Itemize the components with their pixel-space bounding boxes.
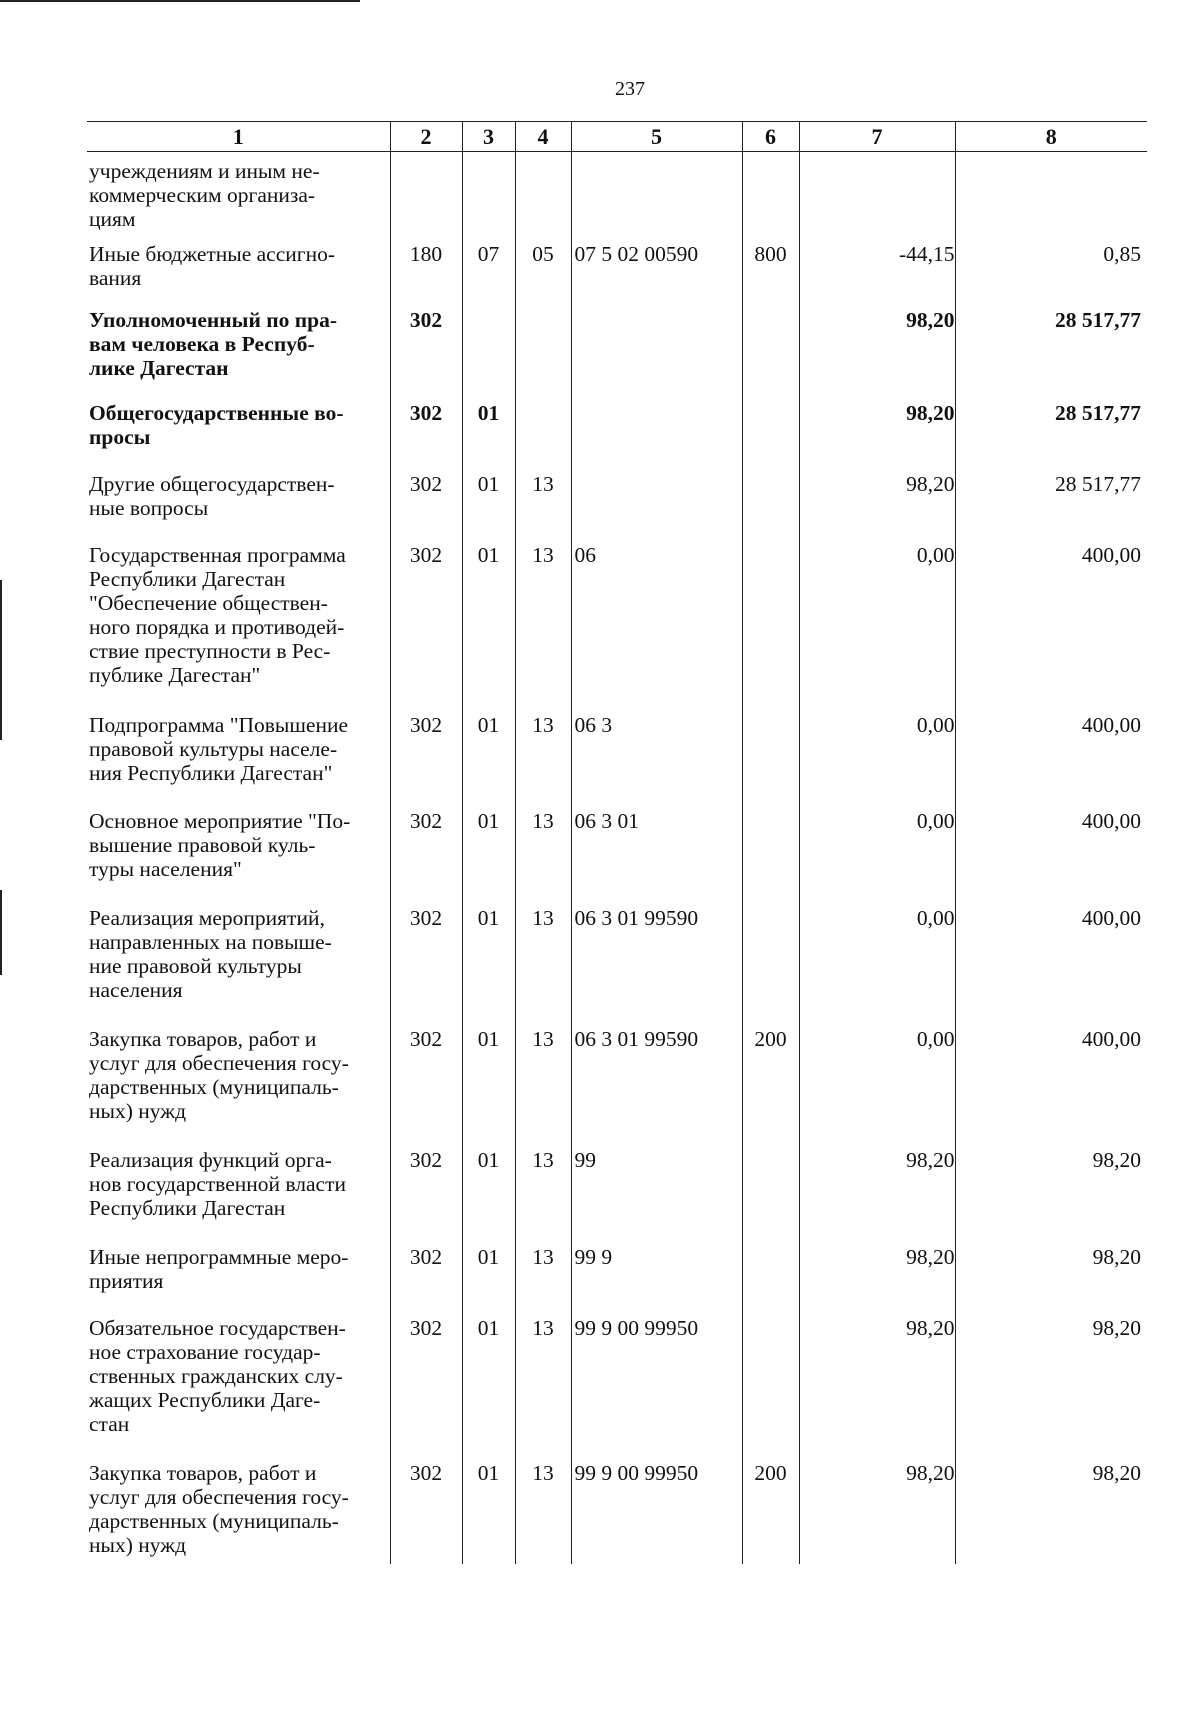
- cell-col-8: 400,00: [955, 1020, 1147, 1141]
- column-header-7: 7: [799, 122, 955, 152]
- cell-col-6: [742, 706, 799, 802]
- cell-col-3: 01: [462, 536, 515, 706]
- cell-col-8: 98,20: [955, 1238, 1147, 1309]
- cell-col-4: 13: [515, 1309, 571, 1454]
- cell-col-5: [571, 465, 742, 536]
- row-description: Закупка товаров, работ и услуг для обеспечения госу- дарственных (муниципаль- ных) нужд: [89, 1460, 349, 1557]
- cell-col-5: 06 3 01: [571, 802, 742, 899]
- cell-col-3: 01: [462, 899, 515, 1020]
- cell-col-7: 0,00: [799, 899, 955, 1020]
- cell-col-7: 98,20: [799, 465, 955, 536]
- column-header-2: 2: [390, 122, 462, 152]
- row-description: Государственная программа Республики Дагестан "Обеспечение обществен- ного порядка и противодей- ствие преступности в Рес- публике Дагестан": [89, 542, 346, 687]
- cell-col-6: [742, 899, 799, 1020]
- cell-col-2: 302: [390, 802, 462, 899]
- cell-col-8: 98,20: [955, 1141, 1147, 1238]
- cell-col-5: 06 3 01 99590: [571, 899, 742, 1020]
- row-description: Общегосударственные во- просы: [89, 400, 344, 449]
- cell-col-7: -44,15: [799, 235, 955, 301]
- cell-col-7: [799, 152, 955, 235]
- cell-col-6: [742, 1141, 799, 1238]
- cell-col-2: 302: [390, 706, 462, 802]
- table-row: [87, 152, 1147, 235]
- cell-col-5: 99 9 00 99950: [571, 1309, 742, 1454]
- cell-col-6: [742, 1238, 799, 1309]
- scan-edge-mark-left-2: [0, 890, 2, 975]
- cell-col-7: 0,00: [799, 1020, 955, 1141]
- cell-col-3: 01: [462, 802, 515, 899]
- cell-col-2: [390, 152, 462, 235]
- table-row: [87, 235, 1147, 301]
- cell-col-6: [742, 152, 799, 235]
- cell-col-5: 06: [571, 536, 742, 706]
- cell-col-4: [515, 394, 571, 465]
- column-header-1: 1: [87, 122, 390, 152]
- row-description: учреждениям и иным не- коммерческим организа- циям: [89, 159, 320, 231]
- column-header-4: 4: [515, 122, 571, 152]
- row-description: Закупка товаров, работ и услуг для обеспечения госу- дарственных (муниципаль- ных) нужд: [89, 1026, 349, 1123]
- cell-col-8: 400,00: [955, 536, 1147, 706]
- cell-col-4: 13: [515, 1141, 571, 1238]
- column-header-6: 6: [742, 122, 799, 152]
- cell-col-6: [742, 802, 799, 899]
- table-header-row: [87, 122, 1147, 152]
- table-row: [87, 301, 1147, 394]
- table-row: [87, 394, 1147, 465]
- cell-col-4: 13: [515, 1454, 571, 1564]
- row-description: Обязательное государствен- ное страхование государ- ственных гражданских слу- жащих Республики Даге- стан: [89, 1315, 346, 1436]
- cell-col-8: [955, 152, 1147, 235]
- row-description: Иные бюджетные ассигно- вания: [89, 241, 335, 290]
- budget-table: [87, 121, 1147, 1564]
- cell-col-4: 13: [515, 465, 571, 536]
- column-header-3: 3: [462, 122, 515, 152]
- cell-col-4: 13: [515, 802, 571, 899]
- cell-col-8: 0,85: [955, 235, 1147, 301]
- cell-col-5: 06 3: [571, 706, 742, 802]
- cell-col-7: 98,20: [799, 301, 955, 394]
- cell-col-3: 01: [462, 1309, 515, 1454]
- cell-col-8: 400,00: [955, 802, 1147, 899]
- cell-col-6: [742, 1309, 799, 1454]
- cell-col-3: 01: [462, 1454, 515, 1564]
- cell-col-2: 302: [390, 1454, 462, 1564]
- cell-col-7: 98,20: [799, 1454, 955, 1564]
- cell-col-2: 302: [390, 536, 462, 706]
- row-description: Другие общегосударствен- ные вопросы: [89, 471, 335, 520]
- page-number: 237: [615, 78, 645, 100]
- cell-col-3: 01: [462, 394, 515, 465]
- cell-col-7: 0,00: [799, 536, 955, 706]
- cell-col-3: [462, 301, 515, 394]
- cell-col-8: 98,20: [955, 1309, 1147, 1454]
- table-row: [87, 536, 1147, 706]
- row-description: Иные непрограммные меро- приятия: [89, 1244, 349, 1293]
- cell-col-6: [742, 536, 799, 706]
- cell-col-5: 07 5 02 00590: [571, 235, 742, 301]
- cell-col-8: 28 517,77: [955, 465, 1147, 536]
- cell-col-3: 01: [462, 706, 515, 802]
- table-row: [87, 1141, 1147, 1238]
- column-header-5: 5: [571, 122, 742, 152]
- cell-col-5: 99 9: [571, 1238, 742, 1309]
- cell-col-6: 200: [742, 1020, 799, 1141]
- cell-col-8: 98,20: [955, 1454, 1147, 1564]
- cell-col-5: 06 3 01 99590: [571, 1020, 742, 1141]
- cell-col-5: [571, 301, 742, 394]
- cell-col-6: [742, 394, 799, 465]
- cell-col-4: 13: [515, 899, 571, 1020]
- cell-col-4: 13: [515, 536, 571, 706]
- cell-col-7: 98,20: [799, 1238, 955, 1309]
- cell-col-2: 302: [390, 1309, 462, 1454]
- table-row: [87, 706, 1147, 802]
- cell-col-4: 13: [515, 706, 571, 802]
- row-description: Уполномоченный по пра- вам человека в Респуб- лике Дагестан: [89, 307, 337, 380]
- cell-col-8: 400,00: [955, 899, 1147, 1020]
- cell-col-8: 28 517,77: [955, 394, 1147, 465]
- cell-col-5: 99: [571, 1141, 742, 1238]
- row-description: Подпрограмма "Повышение правовой культуры населе- ния Республики Дагестан": [89, 712, 348, 785]
- cell-col-2: 302: [390, 394, 462, 465]
- cell-col-2: 302: [390, 899, 462, 1020]
- cell-col-7: 98,20: [799, 1141, 955, 1238]
- table-row: [87, 1309, 1147, 1454]
- row-description: Реализация мероприятий, направленных на повыше- ние правовой культуры населения: [89, 905, 332, 1002]
- cell-col-7: 98,20: [799, 394, 955, 465]
- cell-col-2: 302: [390, 465, 462, 536]
- cell-col-4: [515, 152, 571, 235]
- cell-col-7: 98,20: [799, 1309, 955, 1454]
- row-description: Основное мероприятие "По- вышение правовой куль- туры населения": [89, 808, 351, 881]
- cell-col-6: [742, 301, 799, 394]
- cell-col-6: 800: [742, 235, 799, 301]
- table-row: [87, 802, 1147, 899]
- cell-col-4: 13: [515, 1020, 571, 1141]
- cell-col-3: 01: [462, 1141, 515, 1238]
- cell-col-8: 400,00: [955, 706, 1147, 802]
- cell-col-3: 01: [462, 1238, 515, 1309]
- row-description: Реализация функций орга- нов государственной власти Республики Дагестан: [89, 1147, 346, 1220]
- cell-col-6: 200: [742, 1454, 799, 1564]
- table-row: [87, 1454, 1147, 1564]
- cell-col-7: 0,00: [799, 706, 955, 802]
- scan-edge-mark-left-1: [0, 580, 2, 740]
- cell-col-2: 180: [390, 235, 462, 301]
- table-row: [87, 1238, 1147, 1309]
- cell-col-2: 302: [390, 301, 462, 394]
- cell-col-8: 28 517,77: [955, 301, 1147, 394]
- table-row: [87, 1020, 1147, 1141]
- cell-col-5: 99 9 00 99950: [571, 1454, 742, 1564]
- cell-col-7: 0,00: [799, 802, 955, 899]
- cell-col-2: 302: [390, 1141, 462, 1238]
- cell-col-6: [742, 465, 799, 536]
- cell-col-3: 01: [462, 465, 515, 536]
- table-row: [87, 899, 1147, 1020]
- cell-col-5: [571, 394, 742, 465]
- cell-col-3: 01: [462, 1020, 515, 1141]
- cell-col-4: [515, 301, 571, 394]
- cell-col-2: 302: [390, 1020, 462, 1141]
- table-row: [87, 465, 1147, 536]
- cell-col-2: 302: [390, 1238, 462, 1309]
- column-header-8: 8: [955, 122, 1147, 152]
- cell-col-3: 07: [462, 235, 515, 301]
- cell-col-4: 13: [515, 1238, 571, 1309]
- scan-edge-mark-top: [0, 0, 360, 2]
- cell-col-4: 05: [515, 235, 571, 301]
- cell-col-3: [462, 152, 515, 235]
- cell-col-5: [571, 152, 742, 235]
